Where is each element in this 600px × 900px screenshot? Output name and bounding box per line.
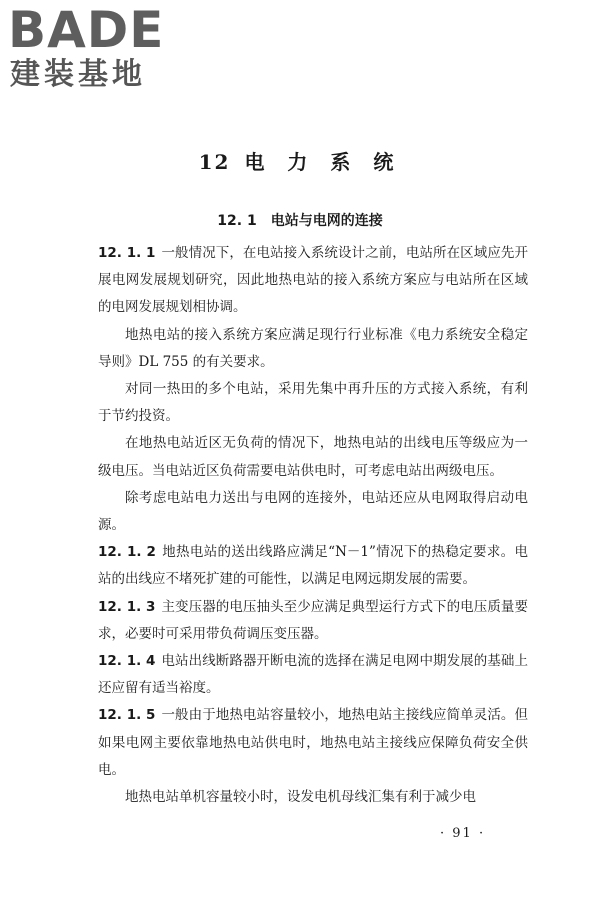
body-text (98, 240, 528, 811)
clause-number: 12. 1. 4 (98, 653, 156, 670)
paragraph (98, 594, 528, 648)
paragraph-text: 一般情况下，在电站接入系统设计之前，电站所在区域应先开展电网发展规划研究，因此地热电站的接入系统方案应与电站所在区域的电网发展规划相协调。 (98, 245, 528, 316)
chapter-title-text: 电 力 系 统 (244, 150, 402, 174)
clause-number: 12. 1. 3 (98, 598, 156, 615)
paragraph-text: 电站出线断路器开断电流的选择在满足电网中期发展的基础上还应留有适当裕度。 (98, 653, 528, 697)
paragraph-text: 一般由于地热电站容量较小，地热电站主接线应简单灵活。但如果电网主要依靠地热电站供电时，地热电站主接线应保障负荷安全供电。 (98, 707, 528, 778)
section-number: 12. 1 (217, 213, 257, 229)
paragraph-text: 地热电站的送出线路应满足“N－1”情况下的热稳定要求。电站的出线应不堵死扩建的可能性，以满足电网远期发展的需要。 (98, 544, 528, 588)
section-title-text: 电站与电网的连接 (270, 213, 383, 229)
clause-number: 12. 1. 1 (98, 245, 156, 261)
clause-number: 12. 1. 5 (98, 707, 156, 724)
paragraph: 除考虑电站电力送出与电网的连接外，电站还应从电网取得启动电源。 (98, 489, 528, 534)
bade-logo (8, 2, 178, 92)
section-title (0, 210, 600, 230)
clause-number: 12. 1. 2 (98, 544, 156, 561)
paragraph (98, 702, 528, 784)
chapter-title (0, 146, 600, 175)
logo-subtitle: 建装基地 (10, 57, 146, 92)
paragraph: 地热电站单机容量较小时，设发电机母线汇集有利于减少电 (125, 789, 476, 806)
paragraph: 地热电站的接入系统方案应满足现行行业标准《电力系统安全稳定导则》DL 755 的有关要求。 (98, 326, 528, 370)
paragraph: 对同一热田的多个电站，采用先集中再升压的方式接入系统，有利于节约投资。 (98, 381, 528, 425)
chapter-number: 12 (198, 150, 231, 174)
page-number: · 91 · (440, 826, 486, 841)
logo-wordmark: BADE (8, 1, 165, 59)
paragraph: 在地热电站近区无负荷的情况下，地热电站的出线电压等级应为一级电压。当电站近区负荷需要电站供电时，可考虑电站出两级电压。 (98, 435, 528, 479)
paragraph (98, 539, 528, 593)
paragraph (98, 648, 528, 702)
paragraph-text: 主变压器的电压抽头至少应满足典型运行方式下的电压质量要求，必要时可采用带负荷调压变压器。 (98, 598, 528, 642)
paragraph (98, 240, 528, 322)
